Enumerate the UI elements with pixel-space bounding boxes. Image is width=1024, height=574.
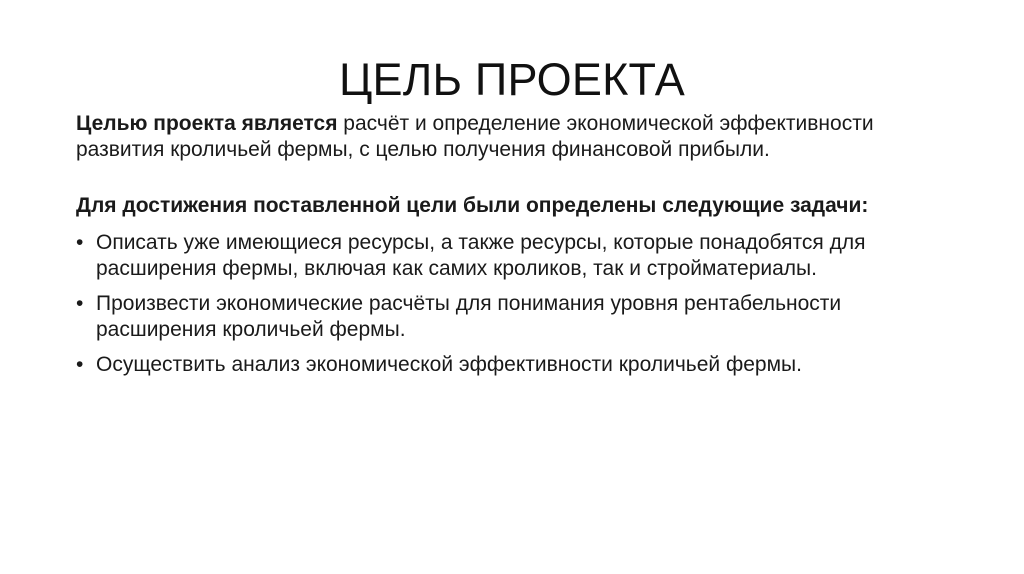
- task-text: Описать уже имеющиеся ресурсы, а также ресурсы, которые понадобятся для расширения фермы, включая как самих кроликов, так и стройматериалы.: [96, 231, 866, 280]
- task-text: Произвести экономические расчёты для понимания уровня рентабельности расширения кроличьей фермы.: [96, 292, 842, 341]
- goal-text: расчёт и определение экономической эффективности развития кроличьей фермы, с целью получения финансовой прибыли.: [76, 112, 874, 161]
- bullet-icon: •: [76, 353, 84, 376]
- task-text: Осуществить анализ экономической эффективности кроличьей фермы.: [96, 353, 802, 376]
- list-item: [76, 352, 956, 378]
- bullet-icon: •: [76, 231, 84, 254]
- list-item: [76, 230, 956, 282]
- slide-content: [76, 111, 956, 387]
- goal-bold-lead: Целью проекта является: [76, 112, 338, 135]
- tasks-heading: Для достижения поставленной цели были определены следующие задачи:: [76, 194, 869, 217]
- paragraph-spacer: [76, 163, 956, 189]
- tasks-list: [76, 230, 956, 378]
- bullet-icon: •: [76, 292, 84, 315]
- slide-title: ЦЕЛЬ ПРОЕКТА: [339, 54, 685, 105]
- goal-paragraph: [76, 111, 956, 163]
- list-item: [76, 291, 956, 343]
